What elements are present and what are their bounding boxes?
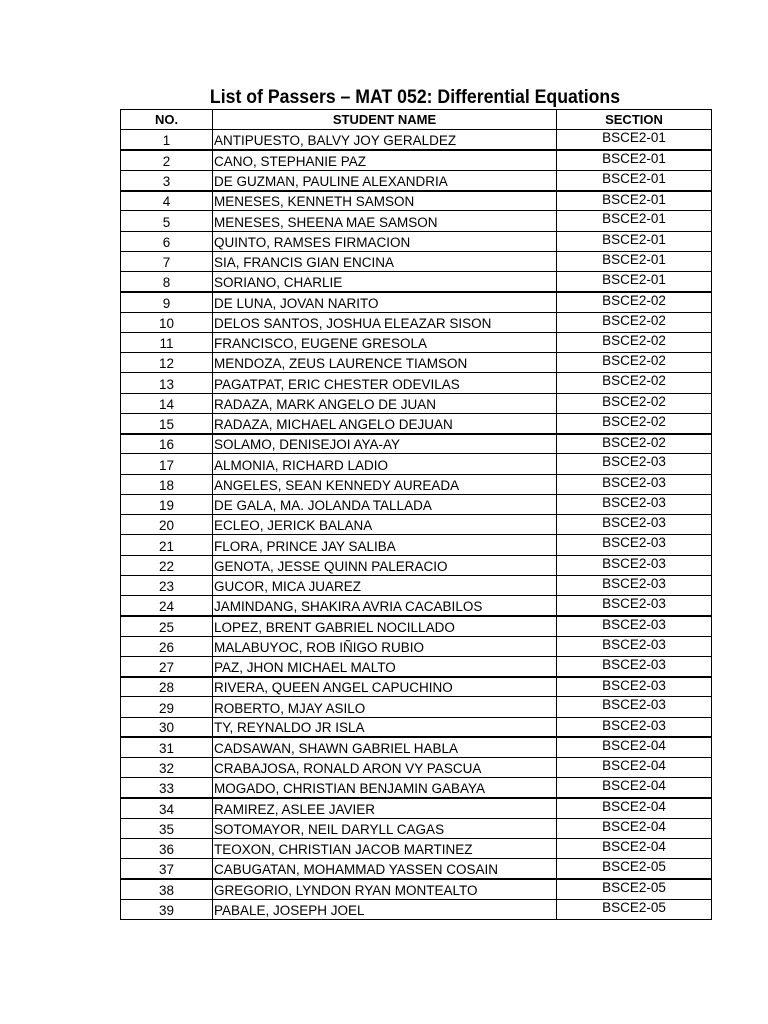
cell-no: 32 xyxy=(121,758,213,778)
cell-student-name: TY, REYNALDO JR ISLA xyxy=(213,717,557,737)
cell-no: 27 xyxy=(121,656,213,676)
cell-section: BSCE2-02 xyxy=(557,332,712,352)
cell-section: BSCE2-01 xyxy=(557,170,712,190)
cell-section: BSCE2-03 xyxy=(557,636,712,656)
cell-student-name: QUINTO, RAMSES FIRMACION xyxy=(213,231,557,251)
cell-no: 36 xyxy=(121,839,213,859)
cell-no: 11 xyxy=(121,332,213,352)
cell-student-name: GREGORIO, LYNDON RYAN MONTEALTO xyxy=(213,879,557,899)
table-row xyxy=(121,434,712,454)
column-header-section: SECTION xyxy=(557,110,712,130)
table-row xyxy=(121,717,712,737)
cell-section: BSCE2-03 xyxy=(557,677,712,697)
table-row xyxy=(121,494,712,514)
cell-section: BSCE2-03 xyxy=(557,494,712,514)
cell-section: BSCE2-02 xyxy=(557,393,712,413)
cell-no: 16 xyxy=(121,434,213,454)
passers-table xyxy=(120,109,712,920)
cell-section: BSCE2-02 xyxy=(557,434,712,454)
cell-no: 12 xyxy=(121,353,213,373)
cell-section: BSCE2-03 xyxy=(557,656,712,676)
table-row xyxy=(121,636,712,656)
cell-student-name: FLORA, PRINCE JAY SALIBA xyxy=(213,535,557,555)
table-row xyxy=(121,575,712,595)
table-row xyxy=(121,454,712,474)
column-header-no: NO. xyxy=(121,110,213,130)
table-row xyxy=(121,798,712,818)
cell-no: 9 xyxy=(121,292,213,312)
table-row xyxy=(121,859,712,879)
cell-section: BSCE2-05 xyxy=(557,899,712,919)
table-row xyxy=(121,312,712,332)
cell-section: BSCE2-03 xyxy=(557,596,712,616)
cell-student-name: DE GUZMAN, PAULINE ALEXANDRIA xyxy=(213,170,557,190)
table-row xyxy=(121,413,712,433)
cell-student-name: MALABUYOC, ROB IÑIGO RUBIO xyxy=(213,636,557,656)
cell-student-name: GENOTA, JESSE QUINN PALERACIO xyxy=(213,555,557,575)
cell-student-name: PAZ, JHON MICHAEL MALTO xyxy=(213,656,557,676)
cell-student-name: PAGATPAT, ERIC CHESTER ODEVILAS xyxy=(213,373,557,393)
cell-section: BSCE2-01 xyxy=(557,272,712,292)
cell-section: BSCE2-04 xyxy=(557,737,712,757)
cell-student-name: FRANCISCO, EUGENE GRESOLA xyxy=(213,332,557,352)
cell-no: 19 xyxy=(121,494,213,514)
table-row xyxy=(121,191,712,211)
cell-section: BSCE2-05 xyxy=(557,879,712,899)
cell-section: BSCE2-04 xyxy=(557,839,712,859)
cell-no: 38 xyxy=(121,879,213,899)
cell-section: BSCE2-02 xyxy=(557,353,712,373)
table-row xyxy=(121,373,712,393)
cell-student-name: DE GALA, MA. JOLANDA TALLADA xyxy=(213,494,557,514)
table-row xyxy=(121,899,712,919)
cell-section: BSCE2-01 xyxy=(557,231,712,251)
cell-no: 6 xyxy=(121,231,213,251)
cell-student-name: DE LUNA, JOVAN NARITO xyxy=(213,292,557,312)
table-row xyxy=(121,150,712,170)
cell-student-name: SOLAMO, DENISEJOI AYA-AY xyxy=(213,434,557,454)
cell-section: BSCE2-03 xyxy=(557,555,712,575)
cell-student-name: RADAZA, MARK ANGELO DE JUAN xyxy=(213,393,557,413)
cell-student-name: ANTIPUESTO, BALVY JOY GERALDEZ xyxy=(213,130,557,150)
cell-no: 2 xyxy=(121,150,213,170)
cell-section: BSCE2-05 xyxy=(557,859,712,879)
table-row xyxy=(121,251,712,271)
cell-student-name: MENESES, KENNETH SAMSON xyxy=(213,191,557,211)
cell-student-name: ROBERTO, MJAY ASILO xyxy=(213,697,557,717)
table-row xyxy=(121,130,712,150)
cell-no: 7 xyxy=(121,251,213,271)
table-row xyxy=(121,332,712,352)
cell-student-name: LOPEZ, BRENT GABRIEL NOCILLADO xyxy=(213,616,557,636)
table-row xyxy=(121,778,712,798)
table-row xyxy=(121,839,712,859)
table-row xyxy=(121,211,712,231)
cell-section: BSCE2-02 xyxy=(557,312,712,332)
column-header-student-name: STUDENT NAME xyxy=(213,110,557,130)
cell-section: BSCE2-04 xyxy=(557,778,712,798)
cell-no: 15 xyxy=(121,413,213,433)
cell-section: BSCE2-04 xyxy=(557,758,712,778)
cell-section: BSCE2-02 xyxy=(557,292,712,312)
table-row xyxy=(121,535,712,555)
cell-section: BSCE2-04 xyxy=(557,798,712,818)
table-row xyxy=(121,677,712,697)
cell-no: 31 xyxy=(121,737,213,757)
cell-section: BSCE2-04 xyxy=(557,818,712,838)
table-body xyxy=(121,130,712,920)
cell-student-name: CABUGATAN, MOHAMMAD YASSEN COSAIN xyxy=(213,859,557,879)
cell-student-name: CRABAJOSA, RONALD ARON VY PASCUA xyxy=(213,758,557,778)
table-row xyxy=(121,737,712,757)
table-row xyxy=(121,474,712,494)
table-row xyxy=(121,231,712,251)
cell-section: BSCE2-01 xyxy=(557,251,712,271)
cell-student-name: DELOS SANTOS, JOSHUA ELEAZAR SISON xyxy=(213,312,557,332)
table-row xyxy=(121,272,712,292)
cell-section: BSCE2-03 xyxy=(557,535,712,555)
cell-no: 14 xyxy=(121,393,213,413)
cell-no: 10 xyxy=(121,312,213,332)
cell-no: 26 xyxy=(121,636,213,656)
cell-student-name: RIVERA, QUEEN ANGEL CAPUCHINO xyxy=(213,677,557,697)
table-row xyxy=(121,393,712,413)
cell-no: 37 xyxy=(121,859,213,879)
cell-section: BSCE2-02 xyxy=(557,413,712,433)
cell-student-name: MOGADO, CHRISTIAN BENJAMIN GABAYA xyxy=(213,778,557,798)
cell-student-name: CADSAWAN, SHAWN GABRIEL HABLA xyxy=(213,737,557,757)
cell-student-name: JAMINDANG, SHAKIRA AVRIA CACABILOS xyxy=(213,596,557,616)
cell-no: 30 xyxy=(121,717,213,737)
cell-no: 33 xyxy=(121,778,213,798)
cell-student-name: SORIANO, CHARLIE xyxy=(213,272,557,292)
cell-student-name: RADAZA, MICHAEL ANGELO DEJUAN xyxy=(213,413,557,433)
cell-student-name: CANO, STEPHANIE PAZ xyxy=(213,150,557,170)
cell-no: 24 xyxy=(121,596,213,616)
cell-section: BSCE2-01 xyxy=(557,191,712,211)
cell-no: 21 xyxy=(121,535,213,555)
cell-student-name: SIA, FRANCIS GIAN ENCINA xyxy=(213,251,557,271)
cell-no: 17 xyxy=(121,454,213,474)
cell-no: 34 xyxy=(121,798,213,818)
table-row xyxy=(121,758,712,778)
cell-no: 25 xyxy=(121,616,213,636)
cell-no: 35 xyxy=(121,818,213,838)
cell-section: BSCE2-03 xyxy=(557,717,712,737)
cell-student-name: GUCOR, MICA JUAREZ xyxy=(213,575,557,595)
cell-section: BSCE2-01 xyxy=(557,211,712,231)
table-row xyxy=(121,555,712,575)
cell-student-name: ANGELES, SEAN KENNEDY AUREADA xyxy=(213,474,557,494)
cell-no: 18 xyxy=(121,474,213,494)
cell-student-name: SOTOMAYOR, NEIL DARYLL CAGAS xyxy=(213,818,557,838)
cell-student-name: PABALE, JOSEPH JOEL xyxy=(213,899,557,919)
cell-section: BSCE2-01 xyxy=(557,150,712,170)
cell-section: BSCE2-03 xyxy=(557,474,712,494)
table-row xyxy=(121,170,712,190)
cell-student-name: RAMIREZ, ASLEE JAVIER xyxy=(213,798,557,818)
table-row xyxy=(121,656,712,676)
cell-student-name: ALMONIA, RICHARD LADIO xyxy=(213,454,557,474)
table-row xyxy=(121,697,712,717)
cell-no: 3 xyxy=(121,170,213,190)
cell-no: 8 xyxy=(121,272,213,292)
cell-no: 20 xyxy=(121,515,213,535)
table-row xyxy=(121,596,712,616)
cell-no: 4 xyxy=(121,191,213,211)
cell-no: 29 xyxy=(121,697,213,717)
table-row xyxy=(121,818,712,838)
cell-student-name: ECLEO, JERICK BALANA xyxy=(213,515,557,535)
cell-section: BSCE2-02 xyxy=(557,373,712,393)
document-title: List of Passers – MAT 052: Differential Equations xyxy=(209,87,621,108)
cell-no: 28 xyxy=(121,677,213,697)
cell-student-name: TEOXON, CHRISTIAN JACOB MARTINEZ xyxy=(213,839,557,859)
cell-no: 39 xyxy=(121,899,213,919)
cell-no: 13 xyxy=(121,373,213,393)
cell-student-name: MENESES, SHEENA MAE SAMSON xyxy=(213,211,557,231)
cell-no: 5 xyxy=(121,211,213,231)
cell-section: BSCE2-03 xyxy=(557,616,712,636)
table-row xyxy=(121,353,712,373)
cell-no: 22 xyxy=(121,555,213,575)
cell-no: 23 xyxy=(121,575,213,595)
table-row xyxy=(121,616,712,636)
cell-section: BSCE2-03 xyxy=(557,454,712,474)
cell-no: 1 xyxy=(121,130,213,150)
table-row xyxy=(121,879,712,899)
cell-section: BSCE2-03 xyxy=(557,575,712,595)
table-header-row xyxy=(121,110,712,130)
table-row xyxy=(121,515,712,535)
cell-section: BSCE2-01 xyxy=(557,130,712,150)
table-row xyxy=(121,292,712,312)
cell-section: BSCE2-03 xyxy=(557,697,712,717)
cell-section: BSCE2-03 xyxy=(557,515,712,535)
cell-student-name: MENDOZA, ZEUS LAURENCE TIAMSON xyxy=(213,353,557,373)
